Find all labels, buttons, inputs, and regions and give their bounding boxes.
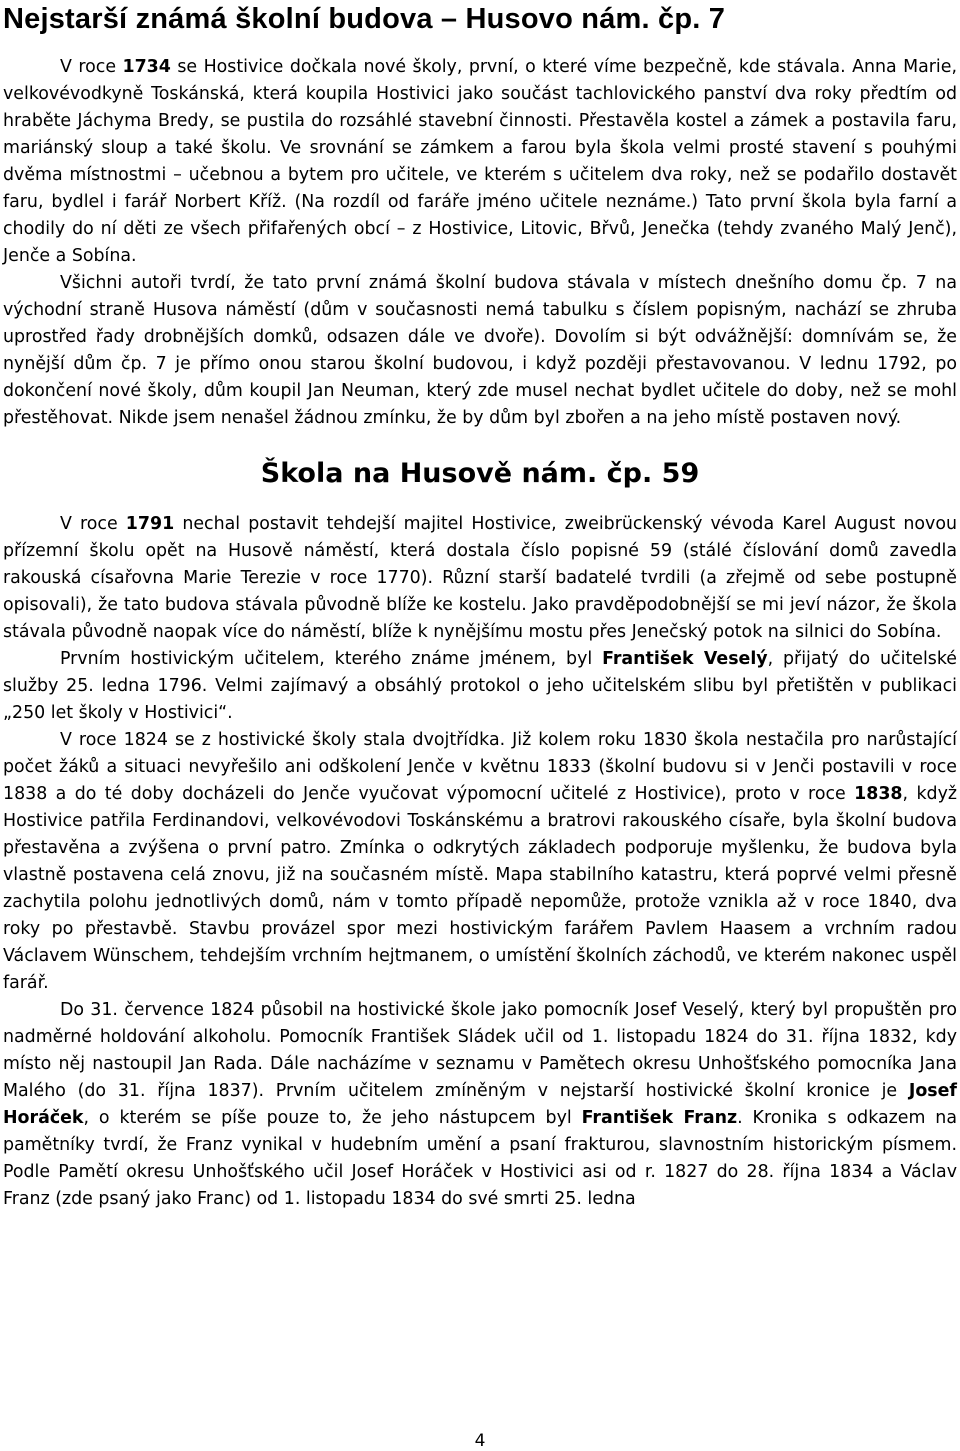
section-1-heading: Nejstarší známá školní budova – Husovo nám. čp. 7	[3, 3, 726, 35]
section-2-paragraph-2	[3, 646, 957, 727]
section-1-paragraph-1	[3, 54, 957, 270]
text-run: Prvním hostivickým učitelem, kterého známe jménem, byl	[60, 649, 603, 669]
text-run: , o kterém se píše pouze to, že jeho nástupcem byl	[83, 1108, 582, 1128]
year-1838-bold: 1838	[854, 784, 903, 804]
text-run: nechal postavit tehdejší majitel Hostivice, zweibrückenský vévoda Karel August novou přízemní školu opět na Husově náměstí, která dostala číslo popisné 59 (stálé číslování domů zavedla rakouská císařovna Marie Terezie v roce 1770). Různí starší badatelé tvrdili (a zřejmě od sebe postupně opisovali), že tato budova stávala původně blíže ke kostelu. Jako pravděpodobnější se mi jeví názor, že škola stávala původně naopak více do náměstí, blíže k nynějšímu mostu přes Jenečský potok na silnici do Sobína.	[3, 514, 957, 642]
text-run: V roce	[60, 514, 126, 534]
name-josef-horacek-bold: Josef Horáček	[3, 1081, 957, 1128]
section-2-paragraph-3	[3, 727, 957, 997]
section-2-heading: Škola na Husově nám. čp. 59	[260, 458, 700, 489]
text-run: V roce 1824 se z hostivické školy stala dvojtřídka. Již kolem roku 1830 škola nestačila pro narůstající počet žáků a situaci nevyřešilo ani odškolení Jenče v květnu 1833 (školní budovu si v Jenči postavili v roce 1838 a do té doby docházeli do Jenče vyučovat výpomocní učitelé z Hostivice), proto v roce	[3, 730, 957, 804]
text-run: Do 31. července 1824 působil na hostivické škole jako pomocník Josef Veselý, který byl propuštěn pro nadměrné holdování alkoholu. Pomocník František Sládek učil od 1. listopadu 1824 do 31. října 1832, kdy místo něj nastoupil Jan Rada. Dále nacházíme v seznamu v Pamětech okresu Unhošťského pomocníka Jana Malého (do 31. října 1837). Prvním učitelem zmíněným v nejstarší hostivické školní kronice je	[3, 1000, 957, 1101]
year-1734-bold: 1734	[122, 57, 171, 77]
name-frantisek-franz-bold: František Franz	[581, 1108, 738, 1128]
text-run: , přijatý do učitelské služby 25. ledna 1796. Velmi zajímavý a obsáhlý protokol o jeho učitelském slibu byl přetištěn v publikaci „250 let školy v Hostivici“.	[3, 649, 958, 723]
section-1-paragraph-2: Všichni autoři tvrdí, že tato první známá školní budova stávala v místech dnešního domu čp. 7 na východní straně Husova náměstí (dům v současnosti nemá tabulku s číslem popisným, nachází se zhruba uprostřed řady drobnějších domků, odsazen dále ve dvoře). Dovolím si být odvážnější: domnívám se, že nynější dům čp. 7 je přímo onou starou školní budovou, i když později přestavovanou. V lednu 1792, po dokončení nové školy, dům koupil Jan Neuman, který zde musel nechat bydlet učitele do doby, než se mohl přestěhovat. Nikde jsem nenašel žádnou zmínku, že by dům byl zbořen a na jeho místě postaven nový.	[3, 273, 957, 428]
year-1791-bold: 1791	[125, 514, 175, 534]
text-run: se Hostivice dočkala nové školy, první, o které víme bezpečně, kde stávala. Anna Marie, velkovévodkyně Toskánská, která koupila Hostivici jako součást tachlovického panství dva roky předtím od hraběte Jáchyma Bredy, se pustila do rozsáhlé stavební činnosti. Přestavěla kostel a zámek a postavila faru, mariánský sloup a také školu. Ve srovnání se zámkem a farou byla škola velmi prosté stavení s pouhými dvěma místnostmi – učebnou a bytem pro učitele, ve kterém s učitelem dva roky, než se podařilo dostavět faru, bydlel i farář Norbert Kříž. (Na rozdíl od faráře jméno učitele neznáme.) Tato první škola byla farní a chodily do ní děti ze všech přifařených obcí – z Hostivice, Litovic, Břvů, Jenečka (tehdy zvaného Malý Jenč), Jenče a Sobína.	[3, 57, 957, 266]
section-2-paragraph-1	[3, 511, 957, 646]
document-page	[3, 0, 957, 1213]
page-number: 4	[474, 1431, 486, 1451]
text-run: . Kronika s odkazem na pamětníky tvrdí, že Franz vynikal v hudebním umění a psaní frakturou, slavnostním historickým písmem. Podle Pamětí okresu Unhošťského učil Josef Horáček v Hostivici asi od r. 1827 do 28. října 1834 a Václav Franz (zde psaný jako Franc) od 1. listopadu 1834 do své smrti 25. ledna	[3, 1108, 957, 1209]
name-frantisek-vesely-bold: František Veselý	[602, 649, 768, 669]
text-run: V roce	[60, 57, 123, 77]
section-2-paragraph-4	[3, 997, 957, 1213]
text-run: , když Hostivice patřila Ferdinandovi, velkovévodovi Toskánskému a bratrovi rakouského císaře, byla školní budova přestavěna a zvýšena o první patro. Zmínka o odkrytých základech podporuje myšlenku, že budova byla vlastně postavena celá znovu, již na současném místě. Mapa stabilního katastru, která poprvé velmi přesně zachytila polohu jednotlivých domů, nám v tomto případě nepomůže, protože vznikla až v roce 1840, dva roky po přestavbě. Stavbu provázel spor mezi hostivickým farářem Pavlem Haasem a vrchním radou Václavem Wünschem, tehdejším vrchním hejtmanem, o umístění školních záchodů, ve kterém nakonec uspěl farář.	[3, 784, 957, 993]
